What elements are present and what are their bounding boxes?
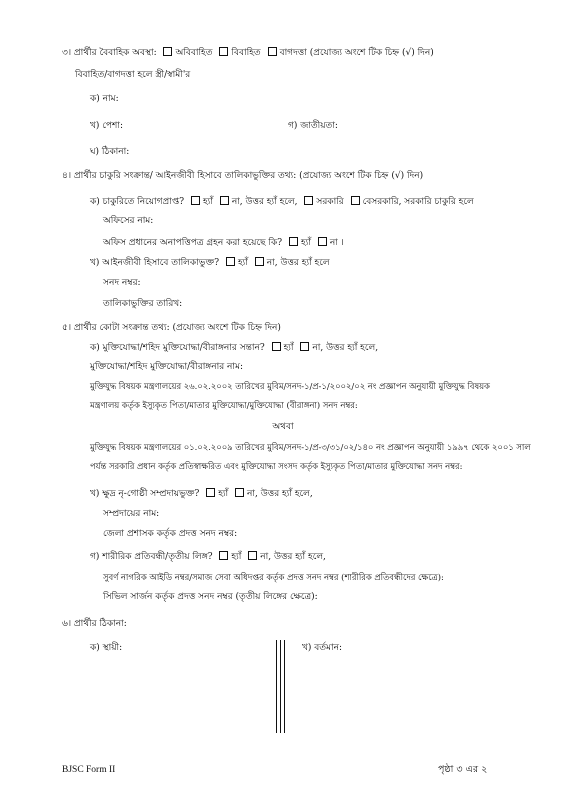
noc-yes-checkbox[interactable] <box>289 237 298 246</box>
s5-title: ৫। প্রার্থীর কোটা সংক্রান্ত তথ্য: (প্রযোজ্য অংশে টিক চিহ্ন দিন) <box>62 323 281 333</box>
lawyer-row <box>90 257 330 269</box>
disability-no-checkbox[interactable] <box>248 551 257 560</box>
unmarried-label: অবিবাহিত <box>175 48 213 58</box>
ff-yes-label: হ্যাঁ <box>283 343 294 353</box>
spouse-name-label: ক) নাম: <box>90 94 119 104</box>
engaged-label: বাগদত্তা <box>279 48 307 58</box>
nongovt-checkbox[interactable] <box>351 196 360 205</box>
disability-yes-checkbox[interactable] <box>219 551 228 560</box>
govt-checkbox[interactable] <box>304 196 313 205</box>
married-checkbox[interactable] <box>219 47 228 56</box>
engaged-checkbox[interactable] <box>268 47 277 56</box>
community-name-label: সম্প্রদায়ের নাম: <box>103 509 160 519</box>
disability-yes-label: হ্যাঁ <box>231 552 242 562</box>
ethnic-no-checkbox[interactable] <box>235 488 244 497</box>
lawyer-no-checkbox[interactable] <box>255 257 264 266</box>
sanad-number-label: সনদ নম্বর: <box>103 278 141 288</box>
ff-no-label: না, উত্তর হ্যাঁ হলে, <box>312 343 379 353</box>
lawyer-no-label: না, উত্তর হ্যাঁ হলে <box>266 258 330 268</box>
lawyer-yes-checkbox[interactable] <box>226 257 235 266</box>
s4-title: ৪। প্রার্থীর চাকুরি সংক্রান্ত/ আইনজীবী হিসাবে তালিকাভুক্তির তথ্য: (প্রযোজ্য অংশে টিক চিহ্ন (√) দিন) <box>62 171 424 181</box>
ff-question: ক) মুক্তিযোদ্ধা/শহিদ মুক্তিযোদ্ধা/বীরাঙ্গনার সন্তান? <box>90 343 265 353</box>
married-label: বিবাহিত <box>231 48 261 58</box>
ff-alt-line-2: পর্যন্ত সরকারি প্রধান কর্তৃক প্রতিস্বাক্ষরিত এবং মুক্তিযোদ্ধা সংসদ কর্তৃক ইস্যুকৃত পিতা/মাতার মুক্তিযোদ্ধা সনদ নম্বর: <box>90 461 463 471</box>
noc-row <box>103 237 344 249</box>
ff-no-checkbox[interactable] <box>300 342 309 351</box>
divider-line-1 <box>276 640 277 733</box>
spouse-line: বিবাহিত/বাগদত্তা হলে স্ত্রী/স্বামী'র <box>75 70 191 80</box>
spouse-profession-label: খ) পেশা: <box>90 121 124 131</box>
enlist-date-label: তালিকাভুক্তির তারিখ: <box>103 299 183 309</box>
ethnic-question: খ) ক্ষুদ্র নৃ-গোষ্ঠী সম্প্রদায়ভুক্ত? <box>90 489 200 499</box>
ethnic-row <box>90 488 313 500</box>
dc-cert-label: জেলা প্রশাসক কর্তৃক প্রদত্ত সনদ নম্বর: <box>103 529 238 539</box>
ff-alt-line-1: মুক্তিযুদ্ধ বিষয়ক মন্ত্রণালয়ের ০১.০২.২০০৯ তারিখের মুবিম/সনদ-১/প্র-৩/৩১/০২/১৪০ নং প্রজ্ঞাপন অনুযায়ী ১৯৯৭ থেকে ২০০১ সাল <box>90 442 531 452</box>
employed-no-label: না, উত্তর হ্যাঁ হলে, <box>231 197 298 207</box>
s3-row <box>62 47 434 59</box>
disability-cert-label: সুবর্ণ নাগরিক আইডি নম্বর/সমাজ সেবা অধিদপ্তর কর্তৃক প্রদত্ত সনদ নম্বর (শারীরিক প্রতিবন্ধীদের ক্ষেত্রে): <box>103 572 444 582</box>
lawyer-question: খ) আইনজীবী হিসাবে তালিকাভুক্ত? <box>90 258 220 268</box>
noc-question: অফিস প্রধানের অনাপত্তিপত্র গ্রহন করা হয়েছে কি? <box>103 238 283 248</box>
permanent-address-label: ক) স্থায়ী: <box>90 643 123 653</box>
disability-row <box>90 551 326 563</box>
employed-yes-label: হ্যাঁ <box>203 197 213 207</box>
disability-question: গ) শারীরিক প্রতিবন্ধী/তৃতীয় লিঙ্গ? <box>90 552 213 562</box>
ethnic-no-label: না, উত্তর হ্যাঁ হলে, <box>247 489 313 499</box>
form-id: BJSC Form II <box>62 765 116 775</box>
employed-question: ক) চাকুরিতে নিয়োগপ্রাপ্ত? <box>90 197 185 207</box>
s3-title: ৩। প্রার্থীর বৈবাহিক অবস্থা: <box>62 48 157 58</box>
ff-cert-line-2: মন্ত্রণালয় কর্তৃক ইস্যুকৃত পিতা/মাতার মুক্তিযোদ্ধা/মুক্তিযোদ্ধা (বীরাঙ্গনা) সনদ নম্বর: <box>90 400 358 410</box>
divider-line-2 <box>280 640 281 733</box>
or-separator: অথবা <box>272 422 294 432</box>
spouse-nationality-label: গ) জাতীয়তা: <box>288 121 338 131</box>
employed-row <box>90 196 474 208</box>
unmarried-checkbox[interactable] <box>163 47 172 56</box>
spouse-address-label: ঘ) ঠিকানা: <box>90 147 130 157</box>
ethnic-yes-checkbox[interactable] <box>206 488 215 497</box>
page-number: পৃষ্ঠা ৩ এর ২ <box>438 764 488 775</box>
employed-yes-checkbox[interactable] <box>191 196 200 205</box>
noc-yes-label: হ্যাঁ <box>300 238 311 248</box>
ff-name-label: মুক্তিযোদ্ধা/শহিদ মুক্তিযোদ্ধা/বীরাঙ্গনার নাম: <box>90 362 244 372</box>
ff-cert-line-1: মুক্তিযুদ্ধ বিষয়ক মন্ত্রণালয়ের ২৬.০২.২০০২ তারিখের মুবিম/সনদ-১/প্র-১/২০০২/০২ নং প্রজ্ঞাপন অনুযায়ী মুক্তিযুদ্ধ বিষয়ক <box>90 381 490 391</box>
ethnic-yes-label: হ্যাঁ <box>218 489 229 499</box>
divider-line-3 <box>284 640 285 733</box>
s3-instruction: (প্রযোজ্য অংশে টিক চিহ্ন (√) দিন) <box>309 48 434 58</box>
s6-title: ৬। প্রার্থীর ঠিকানা: <box>62 619 127 629</box>
employed-no-checkbox[interactable] <box>220 196 229 205</box>
ff-row <box>90 342 378 354</box>
transgender-cert-label: সিভিল সার্জন কর্তৃক প্রদত্ত সনদ নম্বর (তৃতীয় লিঙ্গের ক্ষেত্রে): <box>103 592 318 602</box>
nongovt-label: বেসরকারি, সরকারি চাকুরি হলে <box>362 197 474 207</box>
govt-label: সরকারি <box>316 197 344 207</box>
office-name-label: অফিসের নাম: <box>103 216 154 226</box>
lawyer-yes-label: হ্যাঁ <box>237 258 248 268</box>
noc-no-label: না । <box>329 238 344 248</box>
noc-no-checkbox[interactable] <box>318 237 327 246</box>
present-address-label: খ) বর্তমান: <box>302 643 343 653</box>
disability-no-label: না, উত্তর হ্যাঁ হলে, <box>260 552 326 562</box>
ff-yes-checkbox[interactable] <box>272 342 281 351</box>
